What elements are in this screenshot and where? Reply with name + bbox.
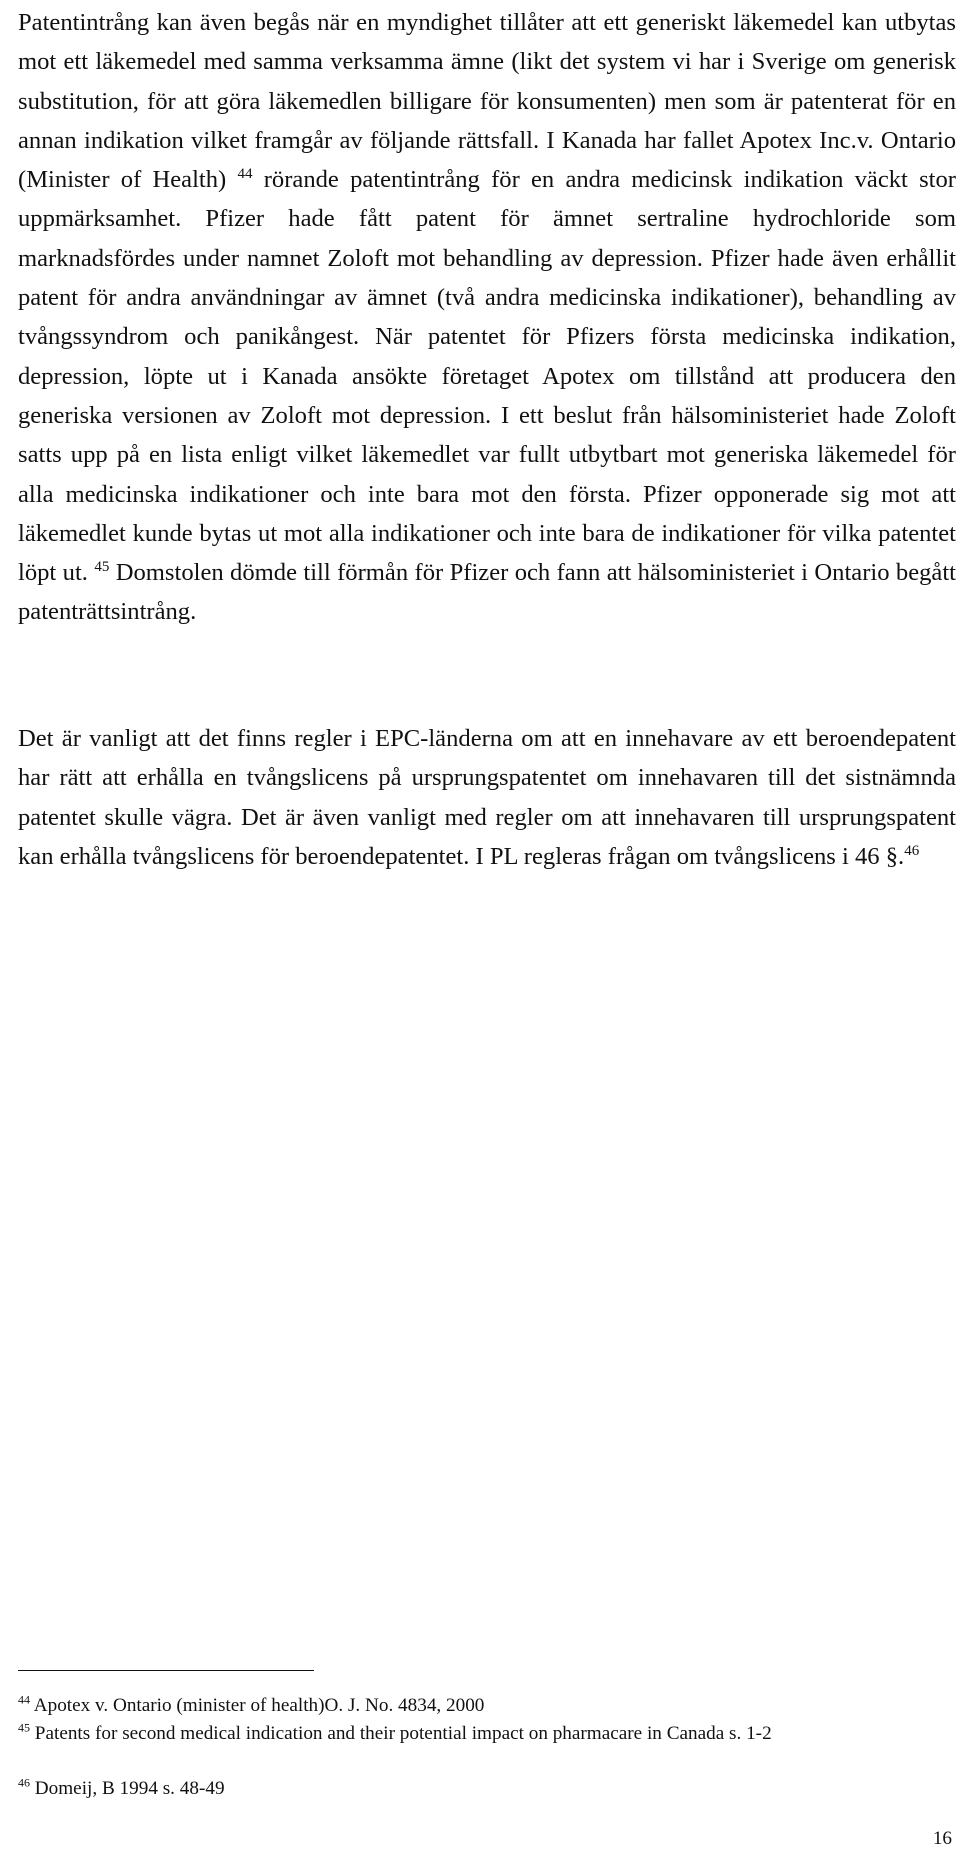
paragraph-1-text-b: rörande patentintrång för en andra medicinsk indikation väckt stor uppmärksamhet. Pfizer hade fått patent för ämnet sertraline hydrochloride som marknadsfördes under namnet Zoloft mot behandling av depression. Pfizer hade även erhållit patent för andra användningar av ämnet (två andra medicinska indikationer), behandling av tvångssyndrom och panikångest. När patentet för Pfizers första medicinska indikation, depression, löpte ut i Kanada ansökte företaget Apotex om tillstånd att producera den generiska versionen av Zoloft mot depression. I ett beslut från hälsoministeriet hade Zoloft satts upp på en lista enligt vilket läkemedlet var fullt utbytbart mot generiska läkemedel för alla medicinska indikationer och inte bara mot den första. Pfizer opponerade sig mot att läkemedlet kunde bytas ut mot alla indikationer och inte bara de indikationer för vilka patentet löpt ut. bbox=[18, 166, 956, 587]
footnote-number: 45 bbox=[18, 1720, 30, 1735]
footnote-separator bbox=[18, 1670, 314, 1671]
footnote-ref-46[interactable]: 46 bbox=[904, 842, 920, 859]
footnote-text: Apotex v. Ontario (minister of health)O. J. No. 4834, 2000 bbox=[33, 1695, 485, 1716]
footnote-46 bbox=[18, 1775, 958, 1802]
paragraph-1-text-c: Domstolen dömde till förmån för Pfizer och fann att hälsoministeriet i Ontario begått patenträttsintrång. bbox=[18, 559, 957, 626]
footnote-text: Domeij, B 1994 s. 48-49 bbox=[34, 1778, 225, 1799]
body-paragraph-1 bbox=[18, 3, 956, 632]
footnote-text: Patents for second medical indication and their potential impact on pharmacare in Canada s. 1-2 bbox=[34, 1723, 772, 1744]
page-number: 16 bbox=[932, 1828, 952, 1849]
footnote-ref-45[interactable]: 45 bbox=[94, 558, 110, 575]
body-paragraph-2 bbox=[18, 719, 956, 876]
footnote-44 bbox=[18, 1692, 958, 1719]
footnote-ref-44[interactable]: 44 bbox=[237, 166, 253, 182]
footnote-number: 46 bbox=[18, 1775, 30, 1790]
footnote-45 bbox=[18, 1720, 958, 1747]
paragraph-2-text: Det är vanligt att det finns regler i EPC-länderna om att en innehavare av ett beroendepatent har rätt att erhålla en tvångslicens på ursprungspatentet om innehavaren till det sistnämnda patentet skulle vägra. Det är även vanligt med regler om att innehavaren till ursprungspatent kan erhålla tvångslicens för beroendepatentet. I PL regleras frågan om tvångslicens i 46 §. bbox=[18, 725, 956, 870]
footnote-number: 44 bbox=[18, 1692, 30, 1707]
paragraph-1-text-a: Patentintrång kan även begås när en myndighet tillåter att ett generiskt läkemedel kan utbytas mot ett läkemedel med samma verksamma ämne (likt det system vi har i Sverige om generisk substitution, för att göra läkemedlen billigare för konsumenten) men som är patenterat för en annan indikation vilket framgår av följande rättsfall. I Kanada har fallet Apotex Inc.v. Ontario (Minister of Health) bbox=[18, 9, 956, 194]
